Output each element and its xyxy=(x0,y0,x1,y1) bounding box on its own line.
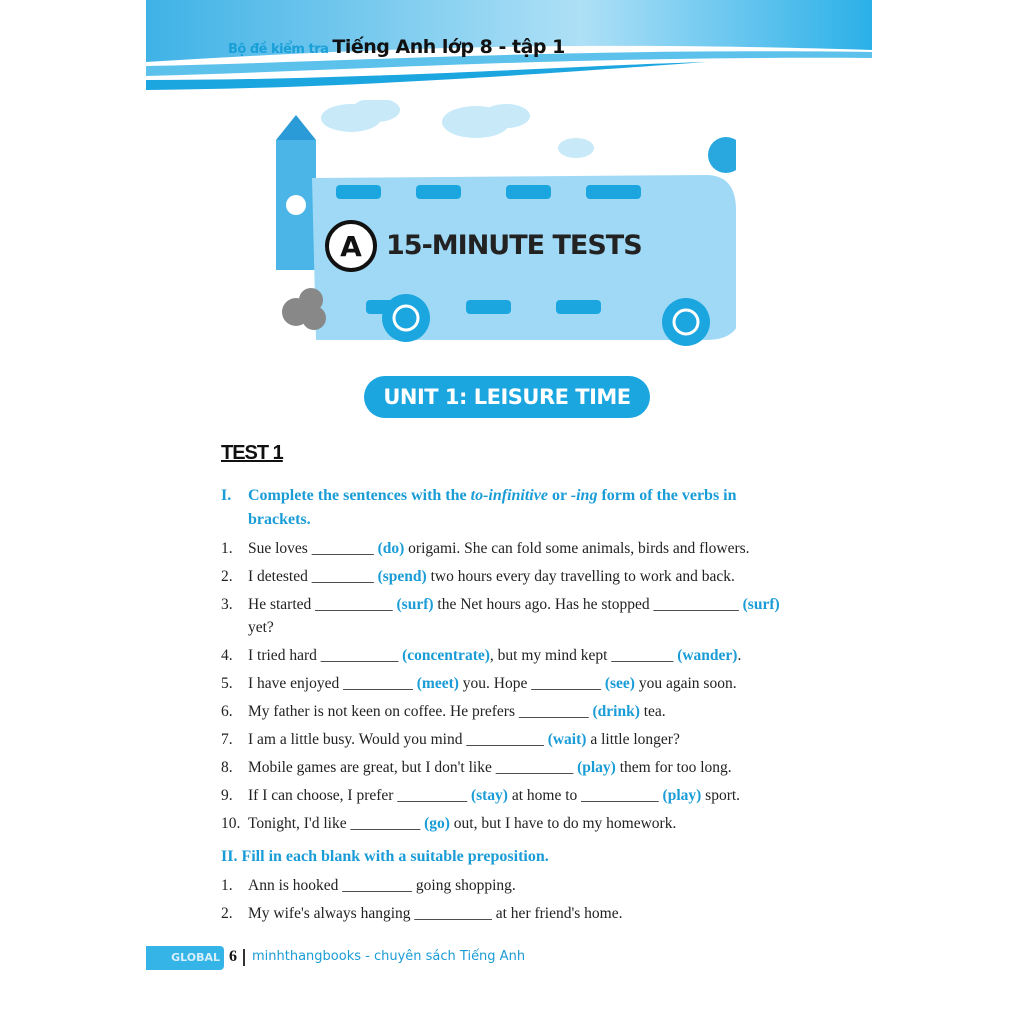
item-text: My father is not keen on coffee. He prefers _________ xyxy=(248,703,593,720)
header-prefix: Bộ đề kiểm tra xyxy=(228,42,329,57)
verb-hint: (surf) xyxy=(396,596,434,613)
item-number: 9. xyxy=(221,787,233,804)
header-title xyxy=(228,36,565,58)
item-text: yet? xyxy=(248,619,274,636)
instruction-segment: -ing xyxy=(570,487,598,504)
item-text: you again soon. xyxy=(634,675,737,692)
item-text: tea. xyxy=(639,703,666,720)
exercise-item xyxy=(221,784,801,807)
item-number: 8. xyxy=(221,759,233,776)
item-text: origami. She can fold some animals, birds and flowers. xyxy=(404,540,750,557)
test-title: TEST 1 xyxy=(221,442,283,464)
item-number: 7. xyxy=(221,731,233,748)
exercise-item xyxy=(221,593,801,639)
exercise-item xyxy=(221,537,801,560)
item-text: . xyxy=(737,647,742,664)
page-number: 6 xyxy=(229,948,237,965)
part1-instruction xyxy=(221,484,801,532)
item-text: you. Hope _________ xyxy=(458,675,605,692)
item-text: the Net hours ago. Has he stopped ___________ xyxy=(433,596,743,613)
verb-hint: (do) xyxy=(377,540,405,557)
item-text: them for too long. xyxy=(615,759,732,776)
section-badge: A xyxy=(340,230,362,263)
instruction-segment: form of the verbs in brackets. xyxy=(248,487,737,528)
verb-hint: (concentrate) xyxy=(402,647,490,664)
verb-hint: (meet) xyxy=(416,675,459,692)
item-text: sport. xyxy=(701,787,741,804)
instruction-segment: or xyxy=(547,487,571,504)
item-text: I detested ________ xyxy=(248,568,378,585)
instruction-segment: Complete the sentences with the xyxy=(248,487,471,504)
item-text: Ann is hooked _________ going shopping. xyxy=(248,877,516,894)
exercise-content xyxy=(221,484,801,925)
item-text: , but my mind kept ________ xyxy=(489,647,678,664)
item-text: two hours every day travelling to work and back. xyxy=(426,568,735,585)
footer-divider xyxy=(243,949,245,966)
item-text: Mobile games are great, but I don't like __________ xyxy=(248,759,578,776)
part1-number: I. xyxy=(221,487,232,504)
verb-hint: (surf) xyxy=(742,596,780,613)
footer-brand-logo: GLOBAL xyxy=(146,946,224,970)
header-book-title: Tiếng Anh lớp 8 - tập 1 xyxy=(332,36,565,58)
verb-hint: (play) xyxy=(577,759,616,776)
verb-hint: (go) xyxy=(424,815,450,832)
item-number: 4. xyxy=(221,647,233,664)
section-title: 15-MINUTE TESTS xyxy=(386,230,642,261)
verb-hint: (wander) xyxy=(677,647,738,664)
footer-text: minhthangbooks - chuyên sách Tiếng Anh xyxy=(252,949,526,964)
item-text: out, but I have to do my homework. xyxy=(449,815,677,832)
item-text: Sue loves ________ xyxy=(248,540,378,557)
item-text: I am a little busy. Would you mind __________ xyxy=(248,731,548,748)
exercise-item xyxy=(221,728,801,751)
exercise-item xyxy=(221,672,801,695)
verb-hint: (stay) xyxy=(470,787,508,804)
exercise-item xyxy=(221,812,801,835)
unit-title: UNIT 1: LEISURE TIME xyxy=(364,376,650,418)
item-text: My wife's always hanging __________ at her friend's home. xyxy=(248,905,623,922)
sun-icon xyxy=(708,137,736,173)
verb-hint: (play) xyxy=(662,787,702,804)
verb-hint: (wait) xyxy=(547,731,587,748)
exercise-item xyxy=(221,700,801,723)
part2-instruction: II. Fill in each blank with a suitable preposition. xyxy=(221,848,549,865)
item-number: 10. xyxy=(221,815,241,832)
item-number: 2. xyxy=(221,905,233,922)
item-number: 1. xyxy=(221,877,233,894)
item-text: a little longer? xyxy=(586,731,680,748)
item-text: Tonight, I'd like _________ xyxy=(248,815,425,832)
verb-hint: (see) xyxy=(604,675,635,692)
item-text: I tried hard __________ xyxy=(248,647,403,664)
item-number: 6. xyxy=(221,703,233,720)
instruction-segment: to-infinitive xyxy=(470,487,548,504)
footer xyxy=(146,946,706,970)
item-text: He started __________ xyxy=(248,596,397,613)
exercise-item xyxy=(221,644,801,667)
item-number: 3. xyxy=(221,596,233,613)
item-number: 5. xyxy=(221,675,233,692)
item-text: If I can choose, I prefer _________ xyxy=(248,787,471,804)
exercise-item xyxy=(221,902,801,925)
item-number: 1. xyxy=(221,540,233,557)
item-number: 2. xyxy=(221,568,233,585)
exercise-item xyxy=(221,565,801,588)
item-text: at home to __________ xyxy=(507,787,663,804)
verb-hint: (drink) xyxy=(592,703,640,720)
exercise-item xyxy=(221,756,801,779)
page xyxy=(146,0,872,1017)
exercise-item xyxy=(221,874,801,897)
verb-hint: (spend) xyxy=(377,568,427,585)
item-text: I have enjoyed _________ xyxy=(248,675,417,692)
